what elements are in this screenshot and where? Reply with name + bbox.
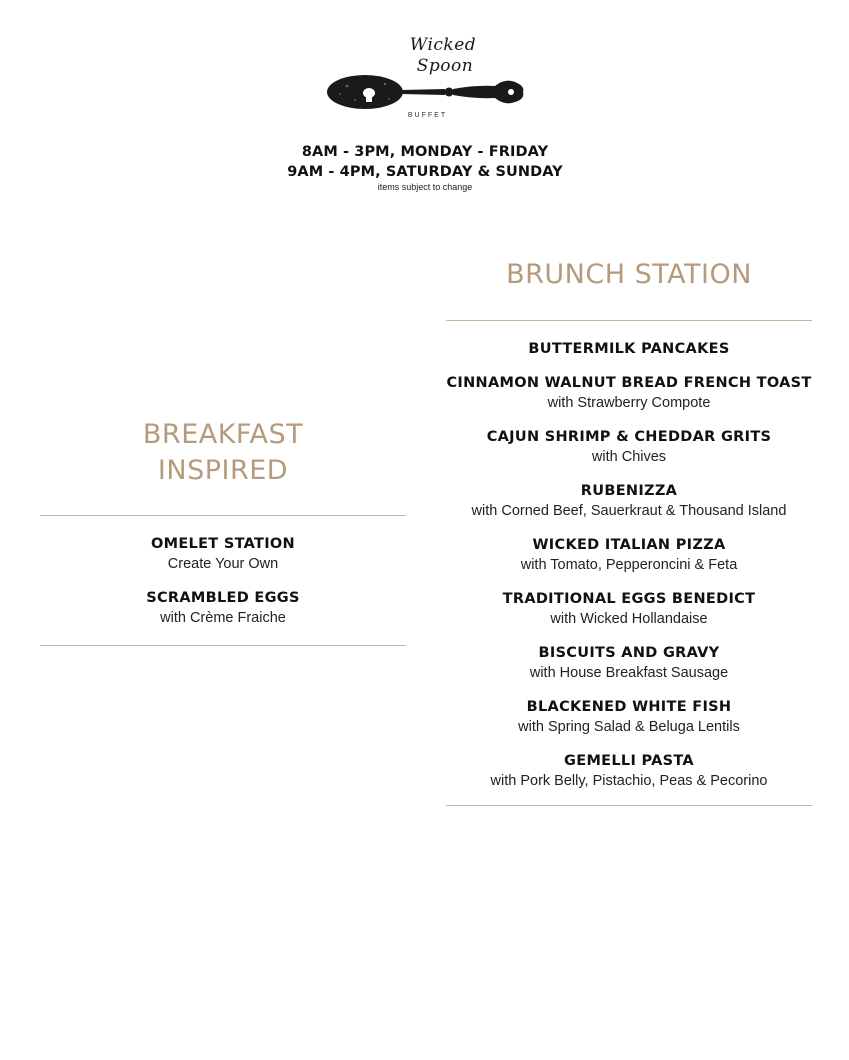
breakfast-title-line1: BREAKFAST [142,419,304,450]
menu-item [446,751,812,805]
menu-item-description: with Spring Salad & Beluga Lentils [518,719,740,735]
logo-word-wicked: Wicked [409,35,477,55]
logo [320,30,530,130]
brunch-divider-top [446,320,812,321]
menu-item-name: BLACKENED WHITE FISH [526,699,732,715]
spoon-icon [325,72,530,112]
menu-item-name: GEMELLI PASTA [564,753,694,769]
menu-item-name: WICKED ITALIAN PIZZA [532,537,726,553]
brunch-section-title: BRUNCH STATION [506,259,752,290]
menu-item [446,697,812,751]
menu-item-description: with Pork Belly, Pistachio, Peas & Pecorino [490,773,768,789]
menu-item-description: with Wicked Hollandaise [550,611,708,627]
menu-item-description: with Corned Beef, Sauerkraut & Thousand Island [471,503,787,519]
breakfast-divider-bottom [40,645,406,646]
menu-item [446,481,812,535]
breakfast-divider-top [40,515,406,516]
breakfast-title-line2: INSPIRED [157,455,289,486]
menu-item [40,588,406,642]
hours-weekend: 9AM - 4PM, SATURDAY & SUNDAY [287,164,563,180]
menu-item-description: with Tomato, Pepperoncini & Feta [520,557,738,573]
breakfast-section-title [40,417,406,489]
menu-item-description: with Strawberry Compote [547,395,711,411]
menu-item [446,589,812,643]
menu-item-name: BUTTERMILK PANCAKES [528,341,730,357]
logo-subtitle: BUFFET [407,112,448,119]
menu-item-name: RUBENIZZA [580,483,678,499]
menu-item-name: OMELET STATION [151,536,295,552]
menu-item [446,643,812,697]
menu-item-description: with Chives [591,449,667,465]
menu-item-name: BISCUITS AND GRAVY [538,645,720,661]
menu-item [446,535,812,589]
menu-item-name: CAJUN SHRIMP & CHEDDAR GRITS [486,429,772,445]
breakfast-item-list [40,534,406,642]
menu-item [446,427,812,481]
brunch-item-list [446,339,812,805]
hours-block [200,142,650,193]
menu-item [40,534,406,588]
menu-item-description: Create Your Own [167,556,279,572]
hours-note: items subject to change [377,182,473,192]
menu-item [446,373,812,427]
hours-weekday: 8AM - 3PM, MONDAY - FRIDAY [301,144,549,160]
logo-word-spoon: Spoon [416,56,474,76]
menu-item-name: TRADITIONAL EGGS BENEDICT [502,591,756,607]
menu-item-name: CINNAMON WALNUT BREAD FRENCH TOAST [446,375,812,391]
brunch-divider-bottom [446,805,812,806]
menu-item-description: with Crème Fraiche [160,610,286,626]
menu-item [446,339,812,373]
menu-item-description: with House Breakfast Sausage [529,665,729,681]
menu-item-name: SCRAMBLED EGGS [146,590,300,606]
